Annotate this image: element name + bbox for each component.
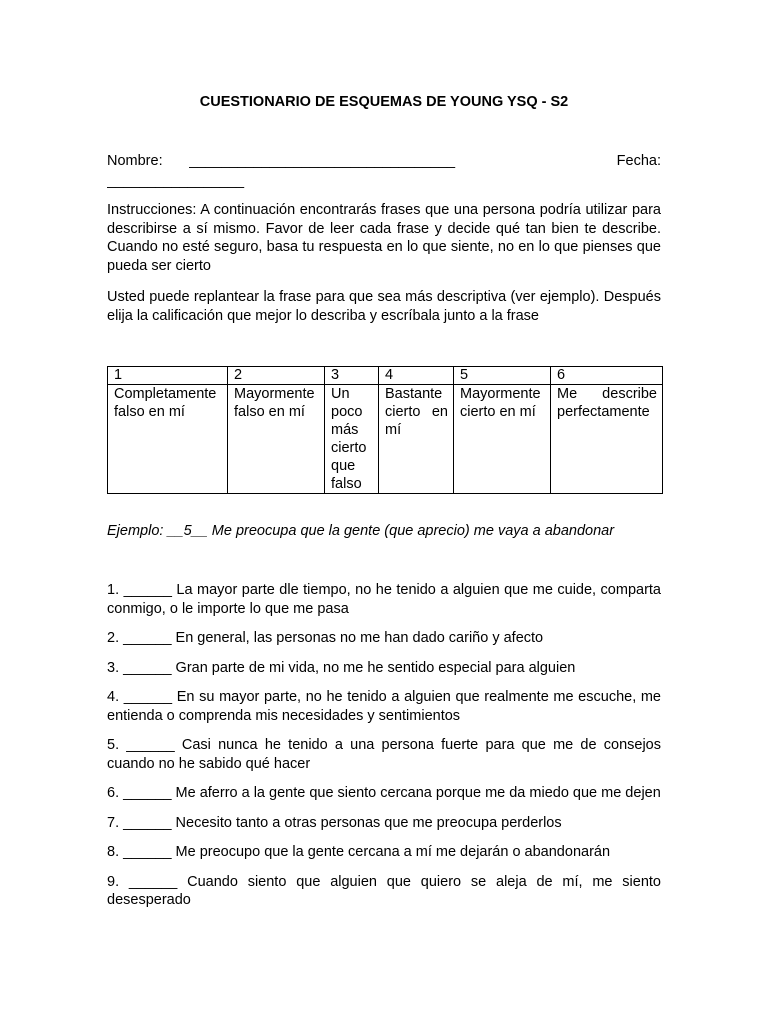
questionnaire-item: 5. ______ Casi nunca he tenido a una persona fuerte para que me de consejos cuando no he sabido qué hacer (107, 737, 661, 772)
scale-number: 4 (379, 367, 454, 385)
scale-description: Bastante cierto en mí (379, 385, 454, 494)
scale-description: Mayormente falso en mí (228, 385, 325, 494)
questionnaire-item: 2. ______ En general, las personas no me han dado cariño y afecto (107, 630, 544, 646)
scale-number-row (108, 367, 663, 385)
scale-description: Un poco más cierto que falso (325, 385, 379, 494)
rating-scale-table (107, 366, 663, 494)
scale-number: 6 (551, 367, 663, 385)
rephrase-paragraph: Usted puede replantear la frase para que sea más descriptiva (ver ejemplo). Después elija la calificación que mejor lo describa y escríbala junto a la frase (107, 289, 661, 324)
questionnaire-item: 6. ______ Me aferro a la gente que siento cercana porque me da miedo que me dejen (107, 785, 661, 801)
questionnaire-item: 9. ______ Cuando siento que alguien que quiero se aleja de mí, me siento desesperado (107, 873, 661, 908)
scale-description: Completamente falso en mí (108, 385, 228, 494)
name-blank-line[interactable]: _________________________________ (189, 153, 456, 169)
document-title: CUESTIONARIO DE ESQUEMAS DE YOUNG YSQ - S2 (199, 94, 569, 110)
questionnaire-items (107, 581, 661, 921)
instructions-paragraph: Instrucciones: A continuación encontrarás frases que una persona podría utilizar para describirse a sí mismo. Favor de leer cada frase y decide qué tan bien te describe. Cuando no esté seguro, basa tu respuesta en lo que siente, no en lo que pienses que pueda ser cierto (107, 202, 661, 274)
scale-description: Mayormente cierto en mí (454, 385, 551, 494)
scale-description-row (108, 385, 663, 494)
questionnaire-item: 4. ______ En su mayor parte, no he tenido a alguien que realmente me escuche, me entienda o comprenda mis necesidades y sentimientos (107, 689, 661, 724)
scale-number: 1 (108, 367, 228, 385)
questionnaire-item: 3. ______ Gran parte de mi vida, no me he sentido especial para alguien (107, 659, 576, 676)
scale-number: 3 (325, 367, 379, 385)
scale-number: 2 (228, 367, 325, 385)
scale-description: Me describe perfectamente (551, 385, 663, 494)
date-blank-line[interactable]: _________________ (107, 173, 245, 189)
questionnaire-item: 8. ______ Me preocupo que la gente cercana a mí me dejarán o abandonarán (107, 844, 611, 860)
questionnaire-item: 7. ______ Necesito tanto a otras personas que me preocupa perderlos (107, 814, 562, 831)
questionnaire-item: 1. ______ La mayor parte dle tiempo, no he tenido a alguien que me cuide, comparta conmigo, o le importe lo que me pasa (107, 582, 661, 617)
date-label: Fecha: (616, 153, 661, 169)
example-sentence: Ejemplo: __5__ Me preocupa que la gente (que aprecio) me vaya a abandonar (107, 523, 615, 539)
name-date-row (107, 152, 661, 172)
name-label: Nombre: (107, 153, 163, 169)
scale-number: 5 (454, 367, 551, 385)
